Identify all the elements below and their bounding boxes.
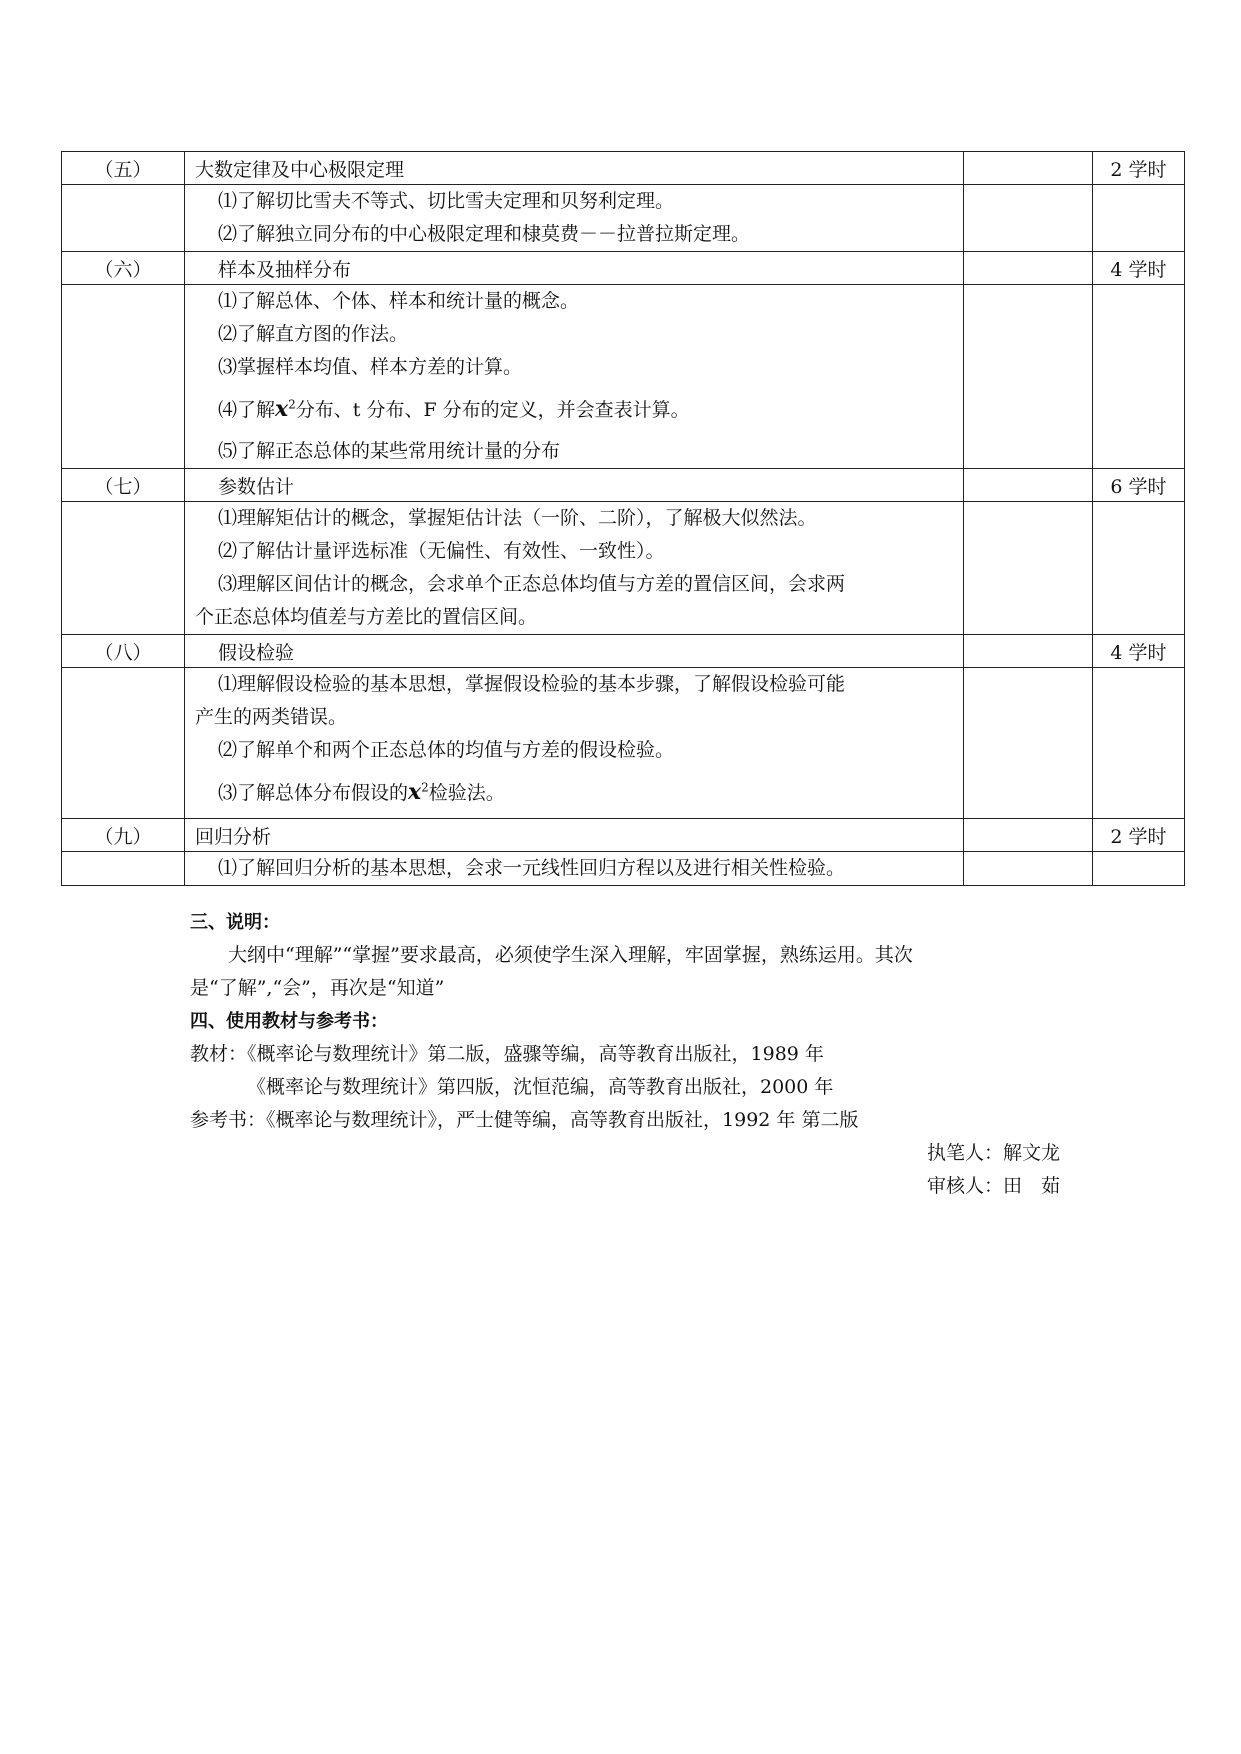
empty-cell [964, 852, 1093, 886]
content-line: ⑶理解区间估计的概念，会求单个正态总体均值与方差的置信区间，会求两 [218, 573, 846, 595]
section-content-row [62, 185, 1185, 252]
reference-label: 参考书： [190, 1109, 267, 1131]
notes-paragraph-line: 是“了解”,“会”，再次是“知道” [190, 977, 445, 999]
section-title-row [62, 635, 1185, 668]
content-line: ⑴理解矩估计的概念，掌握矩估计法（一阶、二阶），了解极大似然法。 [218, 507, 817, 529]
empty-cell [964, 152, 1093, 185]
section-title-row [62, 152, 1185, 185]
textbook-line [190, 1038, 1090, 1071]
references-section [190, 1005, 1090, 1137]
section-content [185, 852, 964, 886]
empty-cell [1093, 185, 1185, 252]
content-line: ⑴了解回归分析的基本思想，会求一元线性回归方程以及进行相关性检验。 [218, 857, 846, 879]
section-content [185, 502, 964, 635]
section-hours: 2 学时 [1093, 152, 1185, 185]
section-content-row [62, 668, 1185, 819]
empty-cell [964, 819, 1093, 852]
notes-section [190, 906, 1090, 1005]
section-number: （七） [62, 469, 185, 502]
empty-cell [964, 285, 1093, 469]
reference-entry: 《概率论与数理统计》，严士健等编，高等教育出版社，1992 年 第二版 [266, 1109, 859, 1131]
section-title-row [62, 819, 1185, 852]
empty-cell [964, 502, 1093, 635]
content-line: ⑴了解切比雪夫不等式、切比雪夫定理和贝努利定理。 [218, 190, 675, 212]
notes-heading: 三、说明： [190, 912, 280, 933]
content-text: ⑷了解 [218, 399, 276, 421]
empty-cell [964, 635, 1093, 668]
section-title: 大数定律及中心极限定理 [185, 152, 964, 185]
empty-cell [62, 185, 185, 252]
math-superscript: 2 [288, 397, 296, 412]
empty-cell [62, 285, 185, 469]
section-number: （五） [62, 152, 185, 185]
content-line: ⑸了解正态总体的某些常用统计量的分布 [218, 440, 561, 462]
empty-cell [62, 502, 185, 635]
content-line: 产生的两类错误。 [195, 706, 348, 728]
empty-cell [1093, 285, 1185, 469]
section-title: 样本及抽样分布 [185, 252, 964, 285]
empty-cell [964, 185, 1093, 252]
section-hours: 6 学时 [1093, 469, 1185, 502]
section-number: （八） [62, 635, 185, 668]
author-signature: 执笔人：解文龙 [926, 1142, 1060, 1164]
content-text: ⑶了解总体分布假设的 [218, 782, 409, 804]
section-content-row [62, 852, 1185, 886]
section-title: 假设检验 [185, 635, 964, 668]
content-line: ⑵了解直方图的作法。 [218, 323, 409, 345]
reference-line [190, 1104, 1090, 1137]
content-line: 个正态总体均值差与方差比的置信区间。 [195, 606, 538, 628]
section-content-row [62, 285, 1185, 469]
section-number: （九） [62, 819, 185, 852]
empty-cell [964, 469, 1093, 502]
empty-cell [62, 852, 185, 886]
textbook-entry: 《概率论与数理统计》第四版，沈恒范编，高等教育出版社，2000 年 [247, 1076, 834, 1098]
math-variable: x [408, 779, 422, 805]
notes-paragraph-line: 大纲中“理解”“掌握”要求最高，必须使学生深入理解，牢固掌握，熟练运用。其次 [228, 944, 913, 966]
content-line: ⑵了解估计量评选标准（无偏性、有效性、一致性）。 [218, 540, 665, 562]
math-superscript: 2 [421, 780, 429, 795]
section-title-row [62, 252, 1185, 285]
section-number: （六） [62, 252, 185, 285]
section-content [185, 668, 964, 819]
references-heading: 四、使用教材与参考书： [190, 1011, 388, 1032]
section-title: 回归分析 [185, 819, 964, 852]
reviewer-signature: 审核人：田 茹 [926, 1175, 1060, 1197]
empty-cell [1093, 852, 1185, 886]
textbook-entry: 《概率论与数理统计》第二版，盛骤等编，高等教育出版社，1989 年 [247, 1043, 824, 1065]
content-text: 检验法。 [428, 782, 505, 804]
empty-cell [964, 252, 1093, 285]
content-line: ⑴理解假设检验的基本思想，掌握假设检验的基本步骤，了解假设检验可能 [218, 673, 846, 695]
content-text: 分布、t 分布、F 分布的定义，并会查表计算。 [295, 399, 690, 421]
signature-block [800, 1137, 1060, 1203]
section-title: 参数估计 [185, 469, 964, 502]
content-line: ⑵了解单个和两个正态总体的均值与方差的假设检验。 [218, 739, 675, 761]
section-content-row [62, 502, 1185, 635]
section-hours: 4 学时 [1093, 252, 1185, 285]
section-title-row [62, 469, 1185, 502]
empty-cell [62, 668, 185, 819]
empty-cell [1093, 668, 1185, 819]
content-line: ⑶掌握样本均值、样本方差的计算。 [218, 356, 523, 378]
textbook-label: 教材： [190, 1043, 248, 1065]
content-line-chi-square [185, 767, 963, 818]
content-line-chi-square [185, 384, 963, 435]
content-line: ⑵了解独立同分布的中心极限定理和棣莫费－－拉普拉斯定理。 [218, 223, 751, 245]
section-hours: 4 学时 [1093, 635, 1185, 668]
content-line: ⑴了解总体、个体、样本和统计量的概念。 [218, 290, 580, 312]
math-variable: x [275, 396, 289, 422]
empty-cell [1093, 502, 1185, 635]
syllabus-table [61, 151, 1185, 886]
section-content [185, 185, 964, 252]
empty-cell [964, 668, 1093, 819]
section-content [185, 285, 964, 469]
section-hours: 2 学时 [1093, 819, 1185, 852]
